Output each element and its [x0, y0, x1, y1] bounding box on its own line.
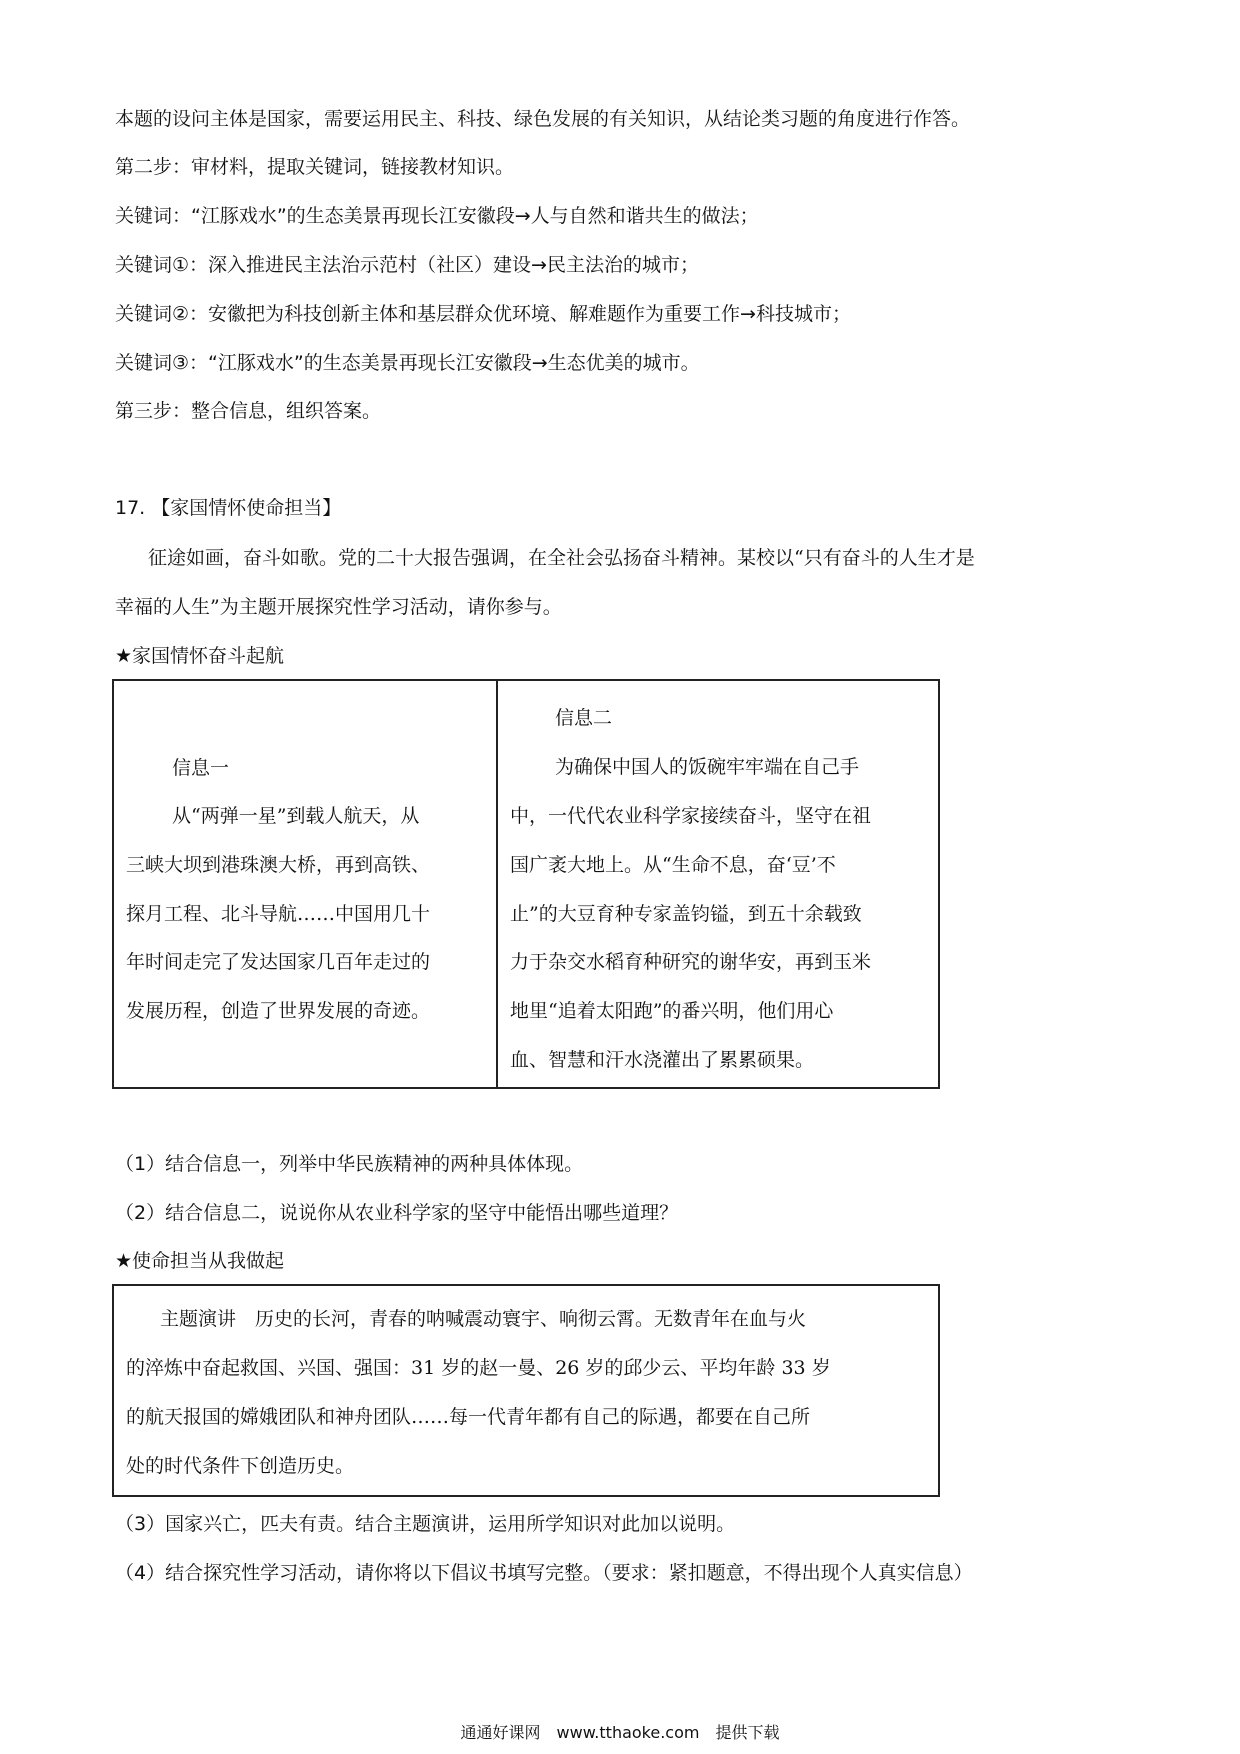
info-one-line: 年时间走完了发达国家几百年走过的	[126, 951, 431, 973]
info-one-line: 三峡大坝到港珠澳大桥，再到高铁、	[126, 854, 431, 876]
speech-line: 处的时代条件下创造历史。	[126, 1455, 355, 1477]
section-title-1: ★家国情怀奋斗起航	[115, 645, 285, 667]
keyword-3-line: 关键词③：“江豚戏水”的生态美景再现长江安徽段→生态优美的城市。	[115, 352, 700, 374]
keyword-2-line: 关键词②：安徽把为科技创新主体和基层群众优环境、解难题作为重要工作→科技城市；	[115, 303, 851, 325]
speech-line: 的淬炼中奋起救国、兴国、强国：31 岁的赵一曼、26 岁的邱少云、平均年龄 33 岁	[126, 1357, 831, 1379]
keyword-line: 关键词：“江豚戏水”的生态美景再现长江安徽段→人与自然和谐共生的做法；	[115, 205, 759, 227]
sub-question-2: （2）结合信息二，说说你从农业科学家的坚守中能悟出哪些道理？	[115, 1202, 679, 1224]
info-two-line: 为确保中国人的饭碗牢牢端在自己手	[555, 756, 860, 778]
info-one-line: 探月工程、北斗导航……中国用几十	[126, 903, 431, 925]
info-one-line: 发展历程，创造了世界发展的奇迹。	[126, 1000, 431, 1022]
keyword-1-line: 关键词①：深入推进民主法治示范村（社区）建设→民主法治的城市；	[115, 254, 699, 276]
info-two-line: 中，一代代农业科学家接续奋斗，坚守在祖	[510, 805, 872, 827]
info-two-line: 国广袤大地上。从“生命不息，奋‘豆’不	[510, 854, 836, 876]
intro-line-2: 第二步：审材料，提取关键词，链接教材知识。	[115, 156, 515, 178]
speech-line: 主题演讲 历史的长河，青春的呐喊震动寰宇、响彻云霄。无数青年在血与火	[160, 1308, 807, 1330]
intro-line-1: 本题的设问主体是国家，需要运用民主、科技、绿色发展的有关知识，从结论类习题的角度进行作答。	[115, 108, 971, 130]
sub-question-4: （4）结合探究性学习活动，请你将以下倡议书填写完整。（要求：紧扣题意，不得出现个人真实信息）	[115, 1562, 973, 1584]
question-stem-line-2: 幸福的人生”为主题开展探究性学习活动，请你参与。	[115, 596, 562, 618]
info-two-line: 力于杂交水稻育种研究的谢华安，再到玉米	[510, 951, 872, 973]
info-two-line: 止”的大豆育种专家盖钧镒，到五十余载致	[510, 903, 862, 925]
speech-box	[112, 1284, 940, 1497]
info-two-line: 血、智慧和汗水浇灌出了累累硕果。	[510, 1049, 815, 1071]
info-two-title: 信息二	[555, 707, 613, 729]
info-one-line: 从“两弹一星”到载人航天，从	[172, 805, 420, 827]
section-title-2: ★使命担当从我做起	[115, 1250, 285, 1272]
info-one-cell	[114, 681, 498, 1087]
speech-line: 的航天报国的嫦娥团队和神舟团队……每一代青年都有自己的际遇，都要在自己所	[126, 1406, 811, 1428]
sub-question-3: （3）国家兴亡，匹夫有责。结合主题演讲，运用所学知识对此加以说明。	[115, 1513, 736, 1535]
question-stem-line-1: 征途如画，奋斗如歌。党的二十大报告强调，在全社会弘扬奋斗精神。某校以“只有奋斗的人生才是	[148, 547, 975, 569]
info-two-line: 地里“追着太阳跑”的番兴明，他们用心	[510, 1000, 834, 1022]
info-two-cell	[498, 681, 938, 1087]
question-heading: 17. 【家国情怀使命担当】	[115, 497, 342, 519]
info-one-title: 信息一	[172, 757, 230, 779]
sub-question-1: （1）结合信息一，列举中华民族精神的两种具体体现。	[115, 1153, 584, 1175]
info-table	[112, 679, 940, 1089]
step-3-line: 第三步：整合信息，组织答案。	[115, 400, 382, 422]
page-footer: 通通好课网 www.tthaoke.com 提供下载	[460, 1723, 780, 1742]
